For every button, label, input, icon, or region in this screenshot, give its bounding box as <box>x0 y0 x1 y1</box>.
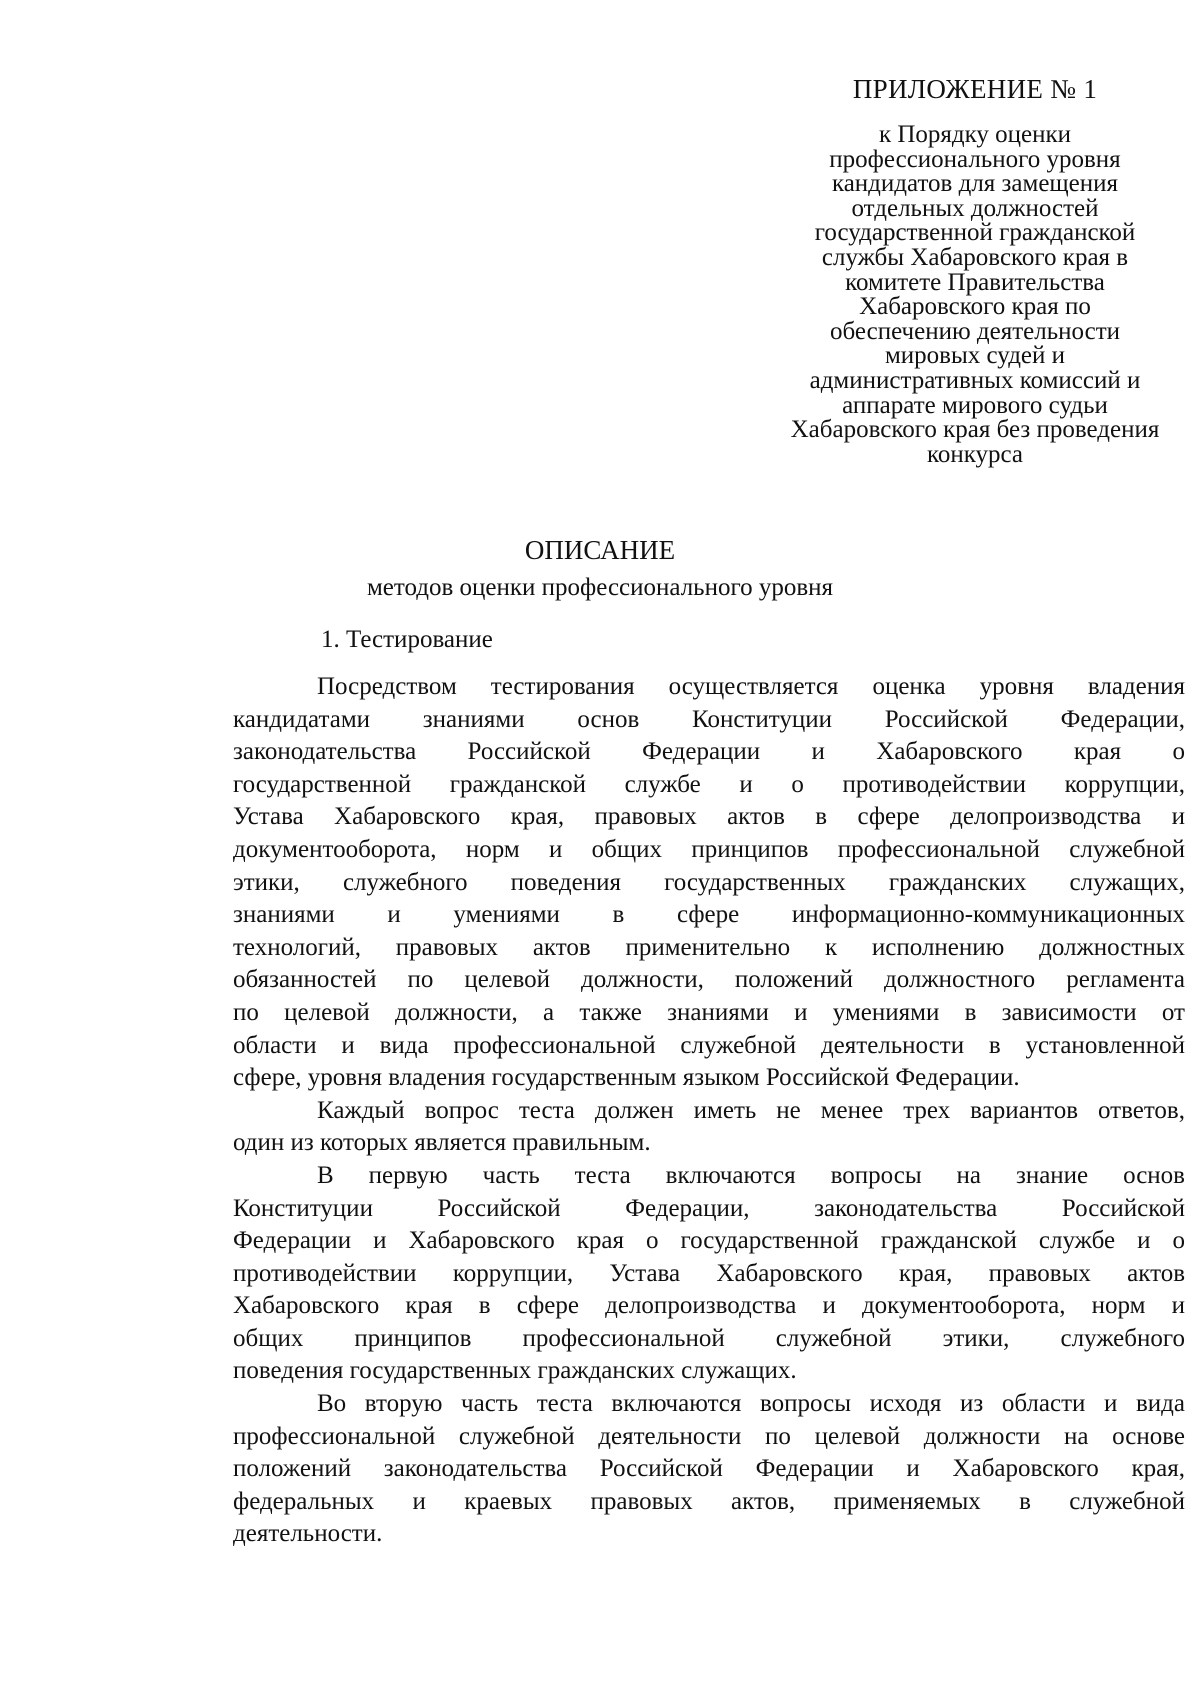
text-line: В первую часть теста включаются вопросы на знание основ <box>317 1161 1185 1189</box>
text-line: федеральных и краевых правовых актов, применяемых в служебной <box>233 1487 1185 1515</box>
appendix-line: к Порядку оценки <box>878 121 1072 148</box>
appendix-line: аппарате мирового судьи <box>842 391 1108 419</box>
document-title: ОПИСАНИЕ <box>524 535 676 565</box>
paragraph <box>233 671 1185 1095</box>
text-line: законодательства Российской Федерации и Хабаровского края о <box>233 738 1185 766</box>
section-heading: 1. Тестирование <box>321 626 493 653</box>
text-line: сфере, уровня владения государственным языком Российской Федерации. <box>233 1064 1020 1092</box>
text-line: Устава Хабаровского края, правовых актов в сфере делопроизводства и <box>233 803 1185 831</box>
appendix-line: кандидатов для замещения <box>831 170 1119 198</box>
appendix-line: службы Хабаровского края в <box>821 243 1129 271</box>
text-line: технологий, правовых актов применительно к исполнению должностных <box>233 933 1185 961</box>
text-line: один из которых является правильным. <box>233 1129 651 1157</box>
text-line: кандидатами знаниями основ Конституции Российской Федерации, <box>233 705 1185 733</box>
appendix-block <box>770 72 1180 467</box>
appendix-line: обеспечению деятельности <box>829 317 1121 345</box>
document-subtitle: методов оценки профессионального уровня <box>366 574 834 601</box>
text-line: деятельности. <box>233 1520 383 1548</box>
text-line: положений законодательства Российской Федерации и Хабаровского края, <box>233 1455 1185 1483</box>
text-line: противодействии коррупции, Устава Хабаровского края, правовых актов <box>233 1259 1185 1287</box>
text-line: обязанностей по целевой должности, положений должностного регламента <box>233 966 1185 994</box>
appendix-line: профессионального уровня <box>829 145 1121 173</box>
text-line: знаниями и умениями в сфере информационно-коммуникационных <box>233 901 1185 929</box>
text-line: документооборота, норм и общих принципов профессиональной служебной <box>233 835 1185 863</box>
appendix-line: мировых судей и <box>884 342 1066 370</box>
text-line: этики, служебного поведения государственных гражданских служащих, <box>233 868 1185 896</box>
appendix-line: административных комиссий и <box>809 366 1141 394</box>
text-line: государственной гражданской службе и о противодействии коррупции, <box>233 770 1185 798</box>
appendix-line: государственной гражданской <box>814 219 1136 247</box>
text-line: поведения государственных гражданских служащих. <box>233 1357 797 1385</box>
appendix-title: ПРИЛОЖЕНИЕ № 1 <box>852 74 1098 104</box>
text-line: Каждый вопрос теста должен иметь не менее трех вариантов ответов, <box>317 1096 1185 1124</box>
text-line: Посредством тестирования осуществляется оценка уровня владения <box>317 673 1185 700</box>
text-line: общих принципов профессиональной служебной этики, служебного <box>233 1324 1185 1352</box>
paragraph <box>233 1388 1185 1551</box>
text-line: Конституции Российской Федерации, законодательства Российской <box>233 1194 1185 1222</box>
text-line: Федерации и Хабаровского края о государственной гражданской службе и о <box>233 1227 1185 1255</box>
appendix-line: Хабаровского края по <box>859 293 1091 321</box>
document-body <box>233 671 1185 1551</box>
text-line: по целевой должности, а также знаниями и умениями в зависимости от <box>233 998 1185 1026</box>
appendix-line: отдельных должностей <box>851 194 1099 222</box>
text-line: области и вида профессиональной служебной деятельности в установленной <box>233 1031 1185 1059</box>
appendix-text <box>770 123 1180 467</box>
appendix-line: конкурса <box>926 440 1024 468</box>
appendix-line: Хабаровского края без проведения <box>790 416 1160 444</box>
paragraph <box>233 1095 1185 1160</box>
text-line: Во вторую часть теста включаются вопросы исходя из области и вида <box>317 1390 1185 1418</box>
text-line: профессиональной служебной деятельности по целевой должности на основе <box>233 1422 1185 1450</box>
text-line: Хабаровского края в сфере делопроизводства и документооборота, норм и <box>233 1292 1185 1320</box>
paragraph <box>233 1160 1185 1388</box>
appendix-line: комитете Правительства <box>845 268 1105 296</box>
